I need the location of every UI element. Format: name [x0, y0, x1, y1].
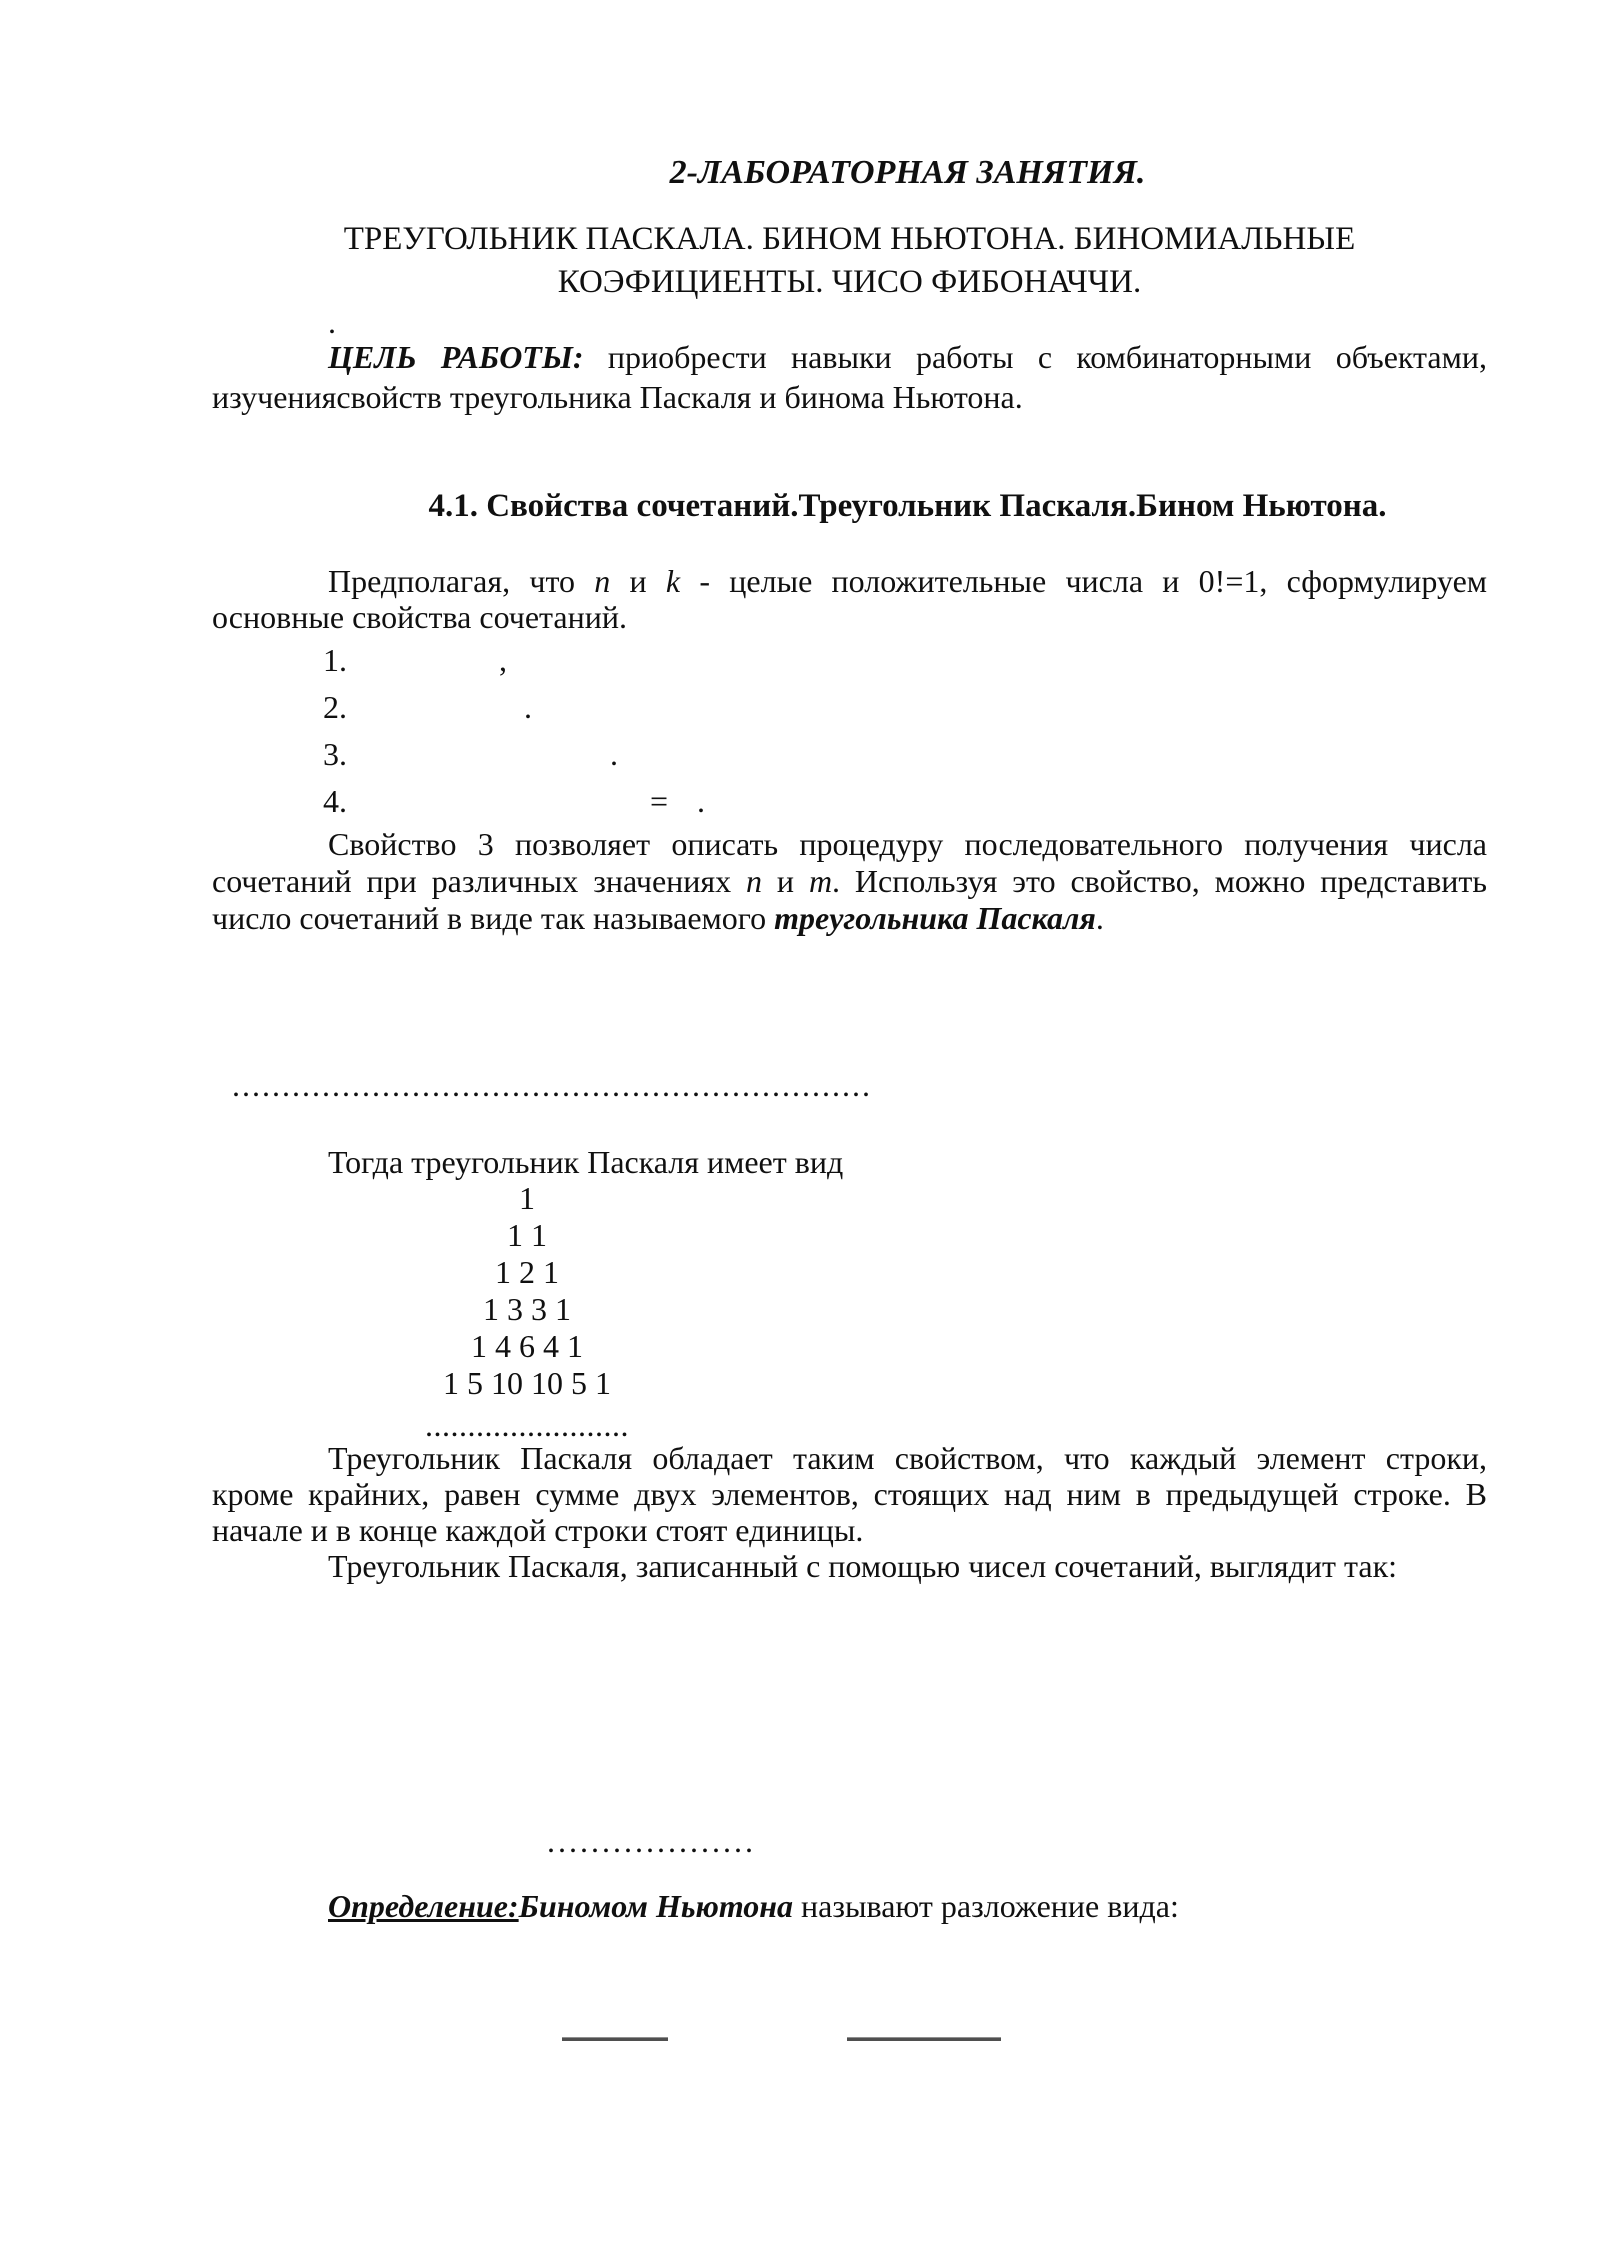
list-punctuation: . [610, 736, 618, 772]
list-number: 4. [323, 783, 347, 819]
section-heading: 4.1. Свойства сочетаний.Треугольник Паскаля.Бином Ньютона. [428, 488, 1387, 524]
triangle-row-0: 1 [519, 1180, 535, 1216]
document-subtitle [212, 218, 1487, 304]
list-item-4 [212, 778, 1487, 825]
dotted-line-triangle: ........................ [425, 1407, 629, 1443]
pascal-triangle-term: треугольника Паскаля [774, 900, 1096, 936]
paragraph-assume-line-1 [212, 563, 1487, 599]
paragraph-triangle-property-line-3: начале и в конце каждой строки стоят единицы. [212, 1512, 864, 1548]
definition-term: Биномом Ньютона [518, 1888, 794, 1924]
stray-period: . [328, 304, 336, 340]
goal-text: приобрести навыки работы с комбинаторными объектами, [583, 339, 1488, 375]
goal-label: ЦЕЛЬ РАБОТЫ: [328, 339, 584, 375]
text-segment: Предполагая, что [328, 563, 595, 599]
definition-line [212, 1886, 1487, 1926]
text-segment: число сочетаний в виде так называемого [212, 900, 775, 936]
paragraph-triangle-property-line-1: Треугольник Паскаля обладает таким свойством, что каждый элемент строки, [328, 1440, 1487, 1476]
paragraph-triangle-property-line-2: кроме крайних, равен сумме двух элементов, стоящих над ним в предыдущей строке. В [212, 1476, 1487, 1512]
page-title [212, 153, 1487, 193]
paragraph-comb-notation: Треугольник Паскаля, записанный с помощью чисел сочетаний, выглядит так: [328, 1548, 1398, 1584]
paragraph-property3-line-1: Свойство 3 позволяет описать процедуру последовательного получения числа [328, 826, 1487, 862]
triangle-intro: Тогда треугольник Паскаля имеет вид [328, 1144, 844, 1180]
var-n: n [746, 863, 763, 899]
list-item-1 [212, 637, 1487, 684]
list-number: 3. [323, 736, 347, 772]
definition-rest: называют разложение вида: [793, 1888, 1179, 1924]
list-item-2 [212, 684, 1487, 731]
text-segment: . Используя это свойство, можно представить [832, 863, 1488, 899]
paragraph-triangle-property [212, 1440, 1487, 1548]
dotted-line-bottom: ................... [547, 1823, 756, 1859]
var-k: k [665, 563, 681, 599]
triangle-row-5: 1 5 10 10 5 1 [443, 1365, 611, 1401]
subtitle-line-1: ТРЕУГОЛЬНИК ПАСКАЛА. БИНОМ НЬЮТОНА. БИНОМИАЛЬНЫЕ [343, 221, 1356, 257]
page-title-text: 2-ЛАБОРАТОРНАЯ ЗАНЯТИЯ. [669, 154, 1146, 191]
goal-line-1 [212, 337, 1487, 377]
paragraph-assume [212, 563, 1487, 635]
paragraph-assume-line-2: основные свойства сочетаний. [212, 599, 627, 635]
text-segment: и [610, 563, 666, 599]
goal-paragraph [212, 337, 1487, 417]
goal-line-2: изучениясвойств треугольника Паскаля и бинома Ньютона. [212, 379, 1023, 415]
triangle-row-2: 1 2 1 [495, 1254, 559, 1290]
var-m: m [808, 863, 833, 899]
paragraph-property3-line-2 [212, 863, 1487, 900]
subtitle-line-2: КОЭФИЦИЕНТЫ. ЧИСО ФИБОНАЧЧИ. [557, 264, 1142, 300]
list-number: 1. [323, 642, 347, 678]
list-number: 2. [323, 689, 347, 725]
triangle-row-4: 1 4 6 4 1 [471, 1328, 583, 1364]
definition-label: Определение: [328, 1888, 519, 1924]
paragraph-property3 [212, 826, 1487, 937]
formula-fraction-bar-2 [847, 2037, 1001, 2041]
dotted-line-long: ................................................................ [232, 1067, 872, 1103]
var-n: n [594, 563, 611, 599]
properties-list [212, 637, 1487, 825]
paragraph-property3-line-3 [212, 900, 1487, 937]
list-punctuation: . [697, 783, 705, 819]
triangle-row-1: 1 1 [507, 1217, 547, 1253]
list-item-3 [212, 731, 1487, 778]
text-segment: - целые положительные числа и 0!=1, сформулируем [680, 563, 1488, 599]
equals-sign: = [650, 783, 669, 819]
list-punctuation: . [524, 689, 532, 725]
list-punctuation: , [499, 642, 507, 678]
text-segment: и [762, 863, 809, 899]
text-segment: сочетаний при различных значениях [212, 863, 747, 899]
triangle-row-3: 1 3 3 1 [483, 1291, 571, 1327]
pascal-triangle [212, 1180, 842, 1444]
text-segment: . [1095, 900, 1104, 936]
formula-fraction-bar-1 [562, 2037, 668, 2041]
document-content [212, 0, 1487, 2262]
